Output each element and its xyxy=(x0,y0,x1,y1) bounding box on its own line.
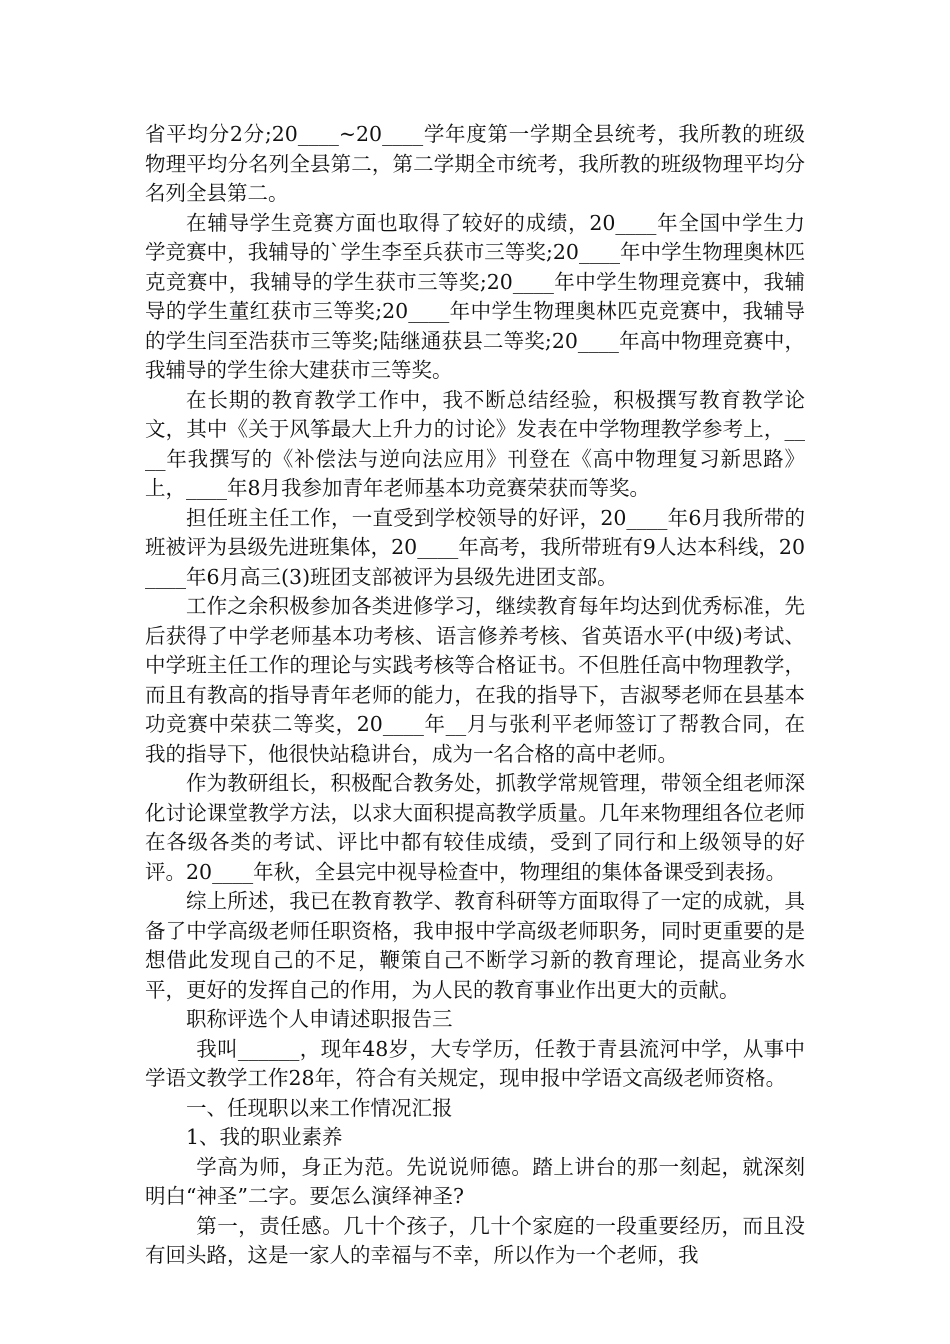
section-heading-1: 一、任现职以来工作情况汇报 xyxy=(186,1095,453,1120)
paragraph-3: 在长期的教育教学工作中，我不断总结经验，积极撰写教育教学论文，其中《关于风筝最大上升力的讨论》发表在中学物理教学参考上，____年我撰写的《补偿法与逆向法应用》刊登在《高中物理复习新思路》上，____年8月我参加青年老师基本功竞赛荣获而等奖。 xyxy=(145,387,805,500)
paragraph-4: 担任班主任工作，一直受到学校领导的好评，20____年6月我所带的班被评为县级先进班集体，20____年高考，我所带班有9人达本科线，20____年6月高三(3)班团支部被评为县级先进团支部。 xyxy=(145,505,805,589)
section-title: 职称评选个人申请述职报告三 xyxy=(186,1007,453,1031)
paragraph-9: 我叫______，现年48岁，大专学历，任教于青县流河中学，从事中学语文教学工作28年，符合有关规定，现申报中学语文高级老师资格。 xyxy=(145,1036,805,1090)
paragraph-7: 综上所述，我已在教育教学、教育科研等方面取得了一定的成就，具备了中学高级老师任职资格，我申报中学高级老师职务，同时更重要的是想借此发现自己的不足，鞭策自己不断学习新的教育理论，提高业务水平，更好的发挥自己的作用，为人民的教育事业作出更大的贡献。 xyxy=(145,889,805,1002)
document-body xyxy=(145,120,805,1271)
paragraph-1: 省平均分2分;20____~20____学年度第一学期全县统考，我所教的班级物理平均分名列全县第二，第二学期全市统考，我所教的班级物理平均分名列全县第二。 xyxy=(145,122,805,205)
paragraph-6: 作为教研组长，积极配合教务处，抓教学常规管理，带领全组老师深化讨论课堂教学方法，以求大面积提高教学质量。几年来物理组各位老师在各级各类的考试、评比中都有较佳成绩，受到了同行和上级领导的好评。20____年秋，全县完中视导检查中，物理组的集体备课受到表扬。 xyxy=(145,771,805,884)
paragraph-2: 在辅导学生竞赛方面也取得了较好的成绩，20____年全国中学生力学竞赛中，我辅导的`学生李至兵获市三等奖;20____年中学生物理奥林匹克竞赛中，我辅导的学生获市三等奖;20____年中学生物理竞赛中，我辅导的学生董红获市三等奖;20____年中学生物理奥林匹克竞赛中，我辅导的学生闫至浩获市三等奖;陆继通获县二等奖;20____年高中物理竞赛中，我辅导的学生徐大建获市三等奖。 xyxy=(145,210,805,382)
paragraph-5: 工作之余积极参加各类进修学习，继续教育每年均达到优秀标准，先后获得了中学老师基本功考核、语言修养考核、省英语水平(中级)考试、中学班主任工作的理论与实践考核等合格证书。不但胜任高中物理教学，而且有教高的指导青年老师的能力，在我的指导下，吉淑琴老师在县基本功竞赛中荣获二等奖，20____年__月与张利平老师签订了帮教合同，在我的指导下，他很快站稳讲台，成为一名合格的高中老师。 xyxy=(145,594,805,766)
paragraph-12: 学高为师，身正为范。先说说师德。踏上讲台的那一刻起，就深刻明白“神圣”二字。要怎么演绎神圣? xyxy=(145,1154,805,1208)
subsection-heading-1: 1、我的职业素养 xyxy=(186,1125,343,1149)
paragraph-13: 第一，责任感。几十个孩子，几十个家庭的一段重要经历，而且没有回头路，这是一家人的幸福与不幸，所以作为一个老师，我 xyxy=(145,1213,805,1267)
